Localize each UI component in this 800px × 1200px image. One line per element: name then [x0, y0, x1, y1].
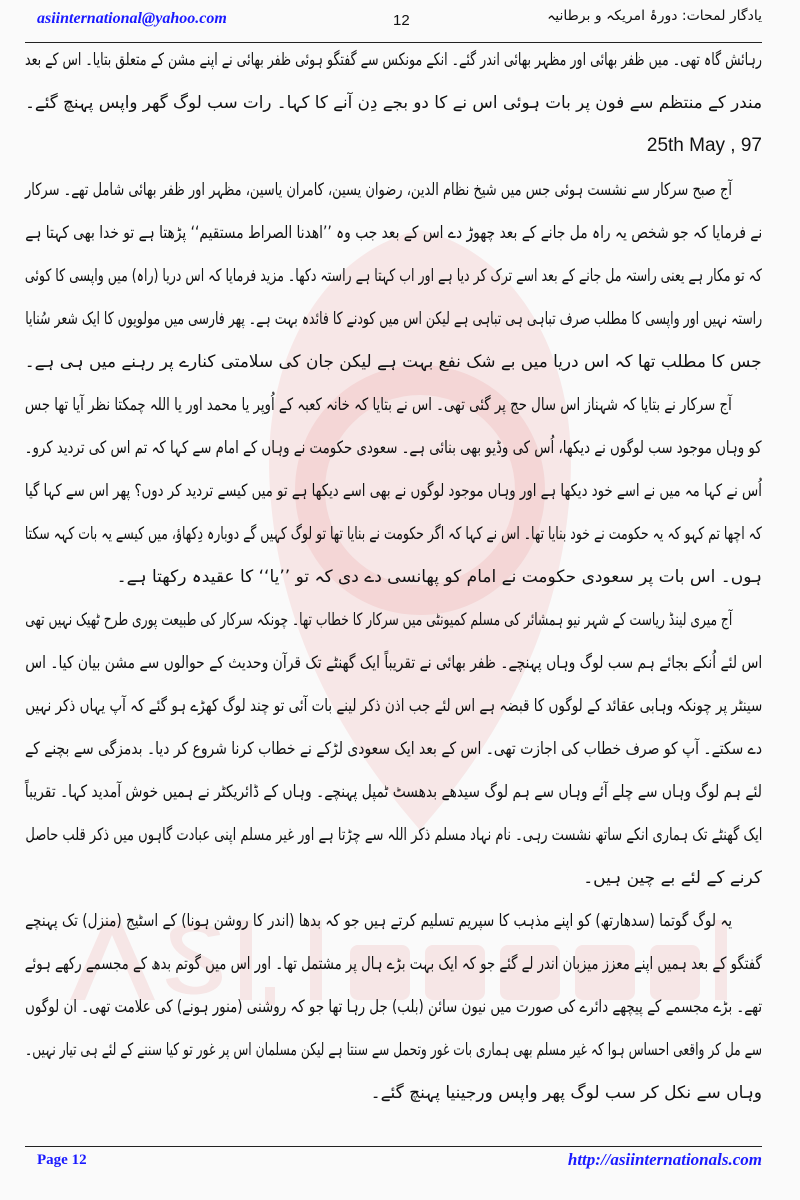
text-line — [25, 218, 762, 248]
line-text: مندر کے منتظم سے فون پر بات ہوئی اس نے کا دو بجے دِن آنے کا کہا۔ رات سب لوگ گھر واپس پہنچ گئے۔ — [25, 93, 762, 113]
text-line — [25, 45, 762, 75]
text-line — [25, 476, 762, 506]
text-line — [25, 304, 762, 334]
text-line — [25, 820, 762, 850]
line-text: وہاں سے نکل کر سب لوگ پھر واپس ورجینیا پہنچ گئے۔ — [370, 1083, 762, 1103]
line-text: رہائش گاہ تھی۔ میں ظفر بھائی اور مظہر بھائی اندر گئے۔ انکے مونکس سے گفتگو ہوئی ظفر بھائی نے اپنے مشن کے متعلق بتایا۔ اس کے بعد — [25, 50, 762, 70]
text-line — [25, 88, 762, 118]
text-line — [25, 949, 762, 979]
text-line — [25, 777, 762, 807]
line-text: کہ اچھا تم کہو کہ یہ حکومت نے خود بنایا تھا۔ اس نے کہا کہ اگر حکومت نے بنایا تھا تو لوگ کہیں گے دوبارہ دِکھاؤ، میں کیسے یہ بات کہہ سکتا — [25, 524, 762, 544]
line-text: کو وہاں موجود سب لوگوں نے دیکھا، اُس کی وڈیو بھی بنائی ہے۔ سعودی حکومت نے وہاں کے امام سے کہا کہ تم اس کی تردید کرو۔ — [25, 438, 762, 458]
paragraph-first-line — [25, 906, 762, 936]
footer-page-label: Page 12 — [37, 1152, 87, 1168]
text-line — [25, 648, 762, 678]
paragraph-first-line — [25, 390, 762, 420]
line-text: کہ تو مکار ہے یعنی راستہ مل جانے کے بعد اسے ترک کر دیا ہے اور اب کہتا ہے راستہ دکھا۔ مزید فرمایا کہ اس دریا (راہ) میں واپسی کا کوئی — [25, 266, 762, 286]
line-text: لئے ہم لوگ وہاں سے چلے آئے وہاں سے ہم لوگ سیدھے بدھسٹ ٹمپل پہنچے۔ وہاں کے ڈائریکٹر نے ہمیں خوش آمدید کہا۔ تقریباً — [25, 782, 762, 802]
line-text: دے سکتے۔ آپ کو صرف خطاب کی اجازت تھی۔ اس کے بعد ایک سعودی لڑکے نے خطاب کرنا شروع کر دیا۔ بدمزگی سے بچنے کے — [25, 739, 762, 759]
paragraph-first-line — [25, 175, 762, 205]
footer-divider — [25, 1146, 762, 1147]
text-line — [25, 433, 762, 463]
text-line — [25, 863, 762, 893]
date-heading: 25th May , 97 — [646, 135, 762, 156]
line-text: ہوں۔ اس بات پر سعودی حکومت نے امام کو پھانسی دے دی کہ تو ’’یا‘‘ کا عقیدہ رکھتا ہے۔ — [116, 567, 762, 587]
paragraph-first-line — [25, 605, 762, 635]
text-line — [25, 562, 762, 592]
header-email-link[interactable]: asiinternational@yahoo.com — [37, 10, 227, 27]
text-line — [25, 519, 762, 549]
line-text: اس لئے اُنکے بجائے ہم سب لوگ وہاں پہنچے۔ ظفر بھائی نے تقریباً ایک گھنٹے تک قرآن وحدیث کے حوالوں سے مشن بیان کیا۔ اس — [25, 653, 762, 673]
line-text: سے مل کر واقعی احساس ہوا کہ غیر مسلم بھی ہماری بات غور وتحمل سے سنتا ہے لیکن مسلمان اس پر غور تو کیا سننے کے لئے ہی تیار نہیں۔ — [25, 1040, 762, 1060]
line-text: آج میری لینڈ ریاست کے شہر نیو ہمشائر کی مسلم کمیونٹی میں سرکار کا خطاب تھا۔ چونکہ سرکار کی طبیعت پوری طرح ٹھیک نہیں تھی — [25, 610, 732, 630]
header-page-number: 12 — [393, 12, 410, 29]
line-text: جس کا مطلب تھا کہ اس دریا میں بے شک نفع بہت ہے لیکن جان کی سلامتی کنارے پر رہنے میں ہی ہے۔ — [25, 352, 762, 372]
line-text: راستہ نہیں اور واپسی کا مطلب صرف تباہی ہی تباہی ہے لیکن اس میں کودنے کا فائدہ بہت ہے۔ پھر فارسی میں مولویوں کا ایک شعر سُنایا — [25, 309, 762, 329]
line-text: اُس نے کہا مہ میں نے اسے خود دیکھا ہے اور وہاں موجود لوگوں نے بھی اسے دیکھا ہے تو میں کیسے تردید کر دوں؟ پھر اس سے کہا گیا — [25, 481, 762, 501]
line-text: گفتگو کے بعد ہمیں اپنے معزز میزبان اندر لے گئے جو کہ ایک بہت بڑے ہال پر مشتمل تھا۔ اور اس میں گوتم بدھ کے مجسمے رکھے ہوئے — [25, 954, 762, 974]
text-line — [25, 261, 762, 291]
line-text: سینٹر پر چونکہ وہابی عقائد کے لوگوں کا قبضہ ہے اس لئے جب اذن ذکر لینے بات آئی تو چند لوگ کھڑے ہو گئے کہ آپ یہاں ذکر نہیں — [25, 696, 762, 716]
text-line — [25, 1035, 762, 1065]
line-text: آج صبح سرکار سے نشست ہوئی جس میں شیخ نظام الدین، رضوان یسین، کامران یاسین، مظہر اور ظفر بھائی شامل تھے۔ سرکار — [25, 180, 732, 200]
text-line — [25, 691, 762, 721]
text-line — [25, 734, 762, 764]
page-header — [25, 6, 762, 42]
line-text: یہ لوگ گوتما (سدھارتھ) کو اپنے مذہب کا سپریم تسلیم کرتے ہیں جو کہ بدھا (اندر کا روشن ہونا) کے اسٹیج (منزل) تک پہنچے — [25, 911, 732, 931]
text-line — [25, 992, 762, 1022]
text-line — [25, 1078, 762, 1108]
header-book-title: یادگار لمحات: دورۂ امریکہ و برطانیہ — [547, 8, 762, 24]
footer-website-link[interactable]: http://asiinternationals.com — [567, 1150, 762, 1169]
text-line — [25, 347, 762, 377]
line-text: کرنے کے لئے بے چین ہیں۔ — [583, 868, 762, 888]
line-text: ایک گھنٹے تک ہماری انکے ساتھ نشست رہی۔ نام نہاد مسلم ذکر اللہ سے چڑتا ہے اور غیر مسلم اپنی عبادت گاہوں میں ذکر قلب حاصل — [25, 825, 762, 845]
line-text: آج سرکار نے بتایا کہ شہناز اس سال حج پر گئی تھی۔ اس نے بتایا کہ خانہ کعبہ کے اُوپر یا محمد اور یا اللہ چمکتا نظر آیا تھا جس — [25, 395, 732, 415]
header-divider — [25, 42, 762, 43]
line-text: تھے۔ بڑے مجسمے کے پیچھے دائرے کی صورت میں نیون سائن (بلب) جل رہا تھا جو کہ روشنی (منور ہونے) کی علامت تھی۔ ان لوگوں — [25, 997, 762, 1017]
line-text: نے فرمایا کہ جو شخص یہ راہ مل جانے کے بعد چھوڑ دے اس کے بعد جب وہ ’’اھدنا الصراط مستقیم‘‘ پڑھتا ہے تو خدا بھی کہتا ہے — [25, 223, 762, 243]
